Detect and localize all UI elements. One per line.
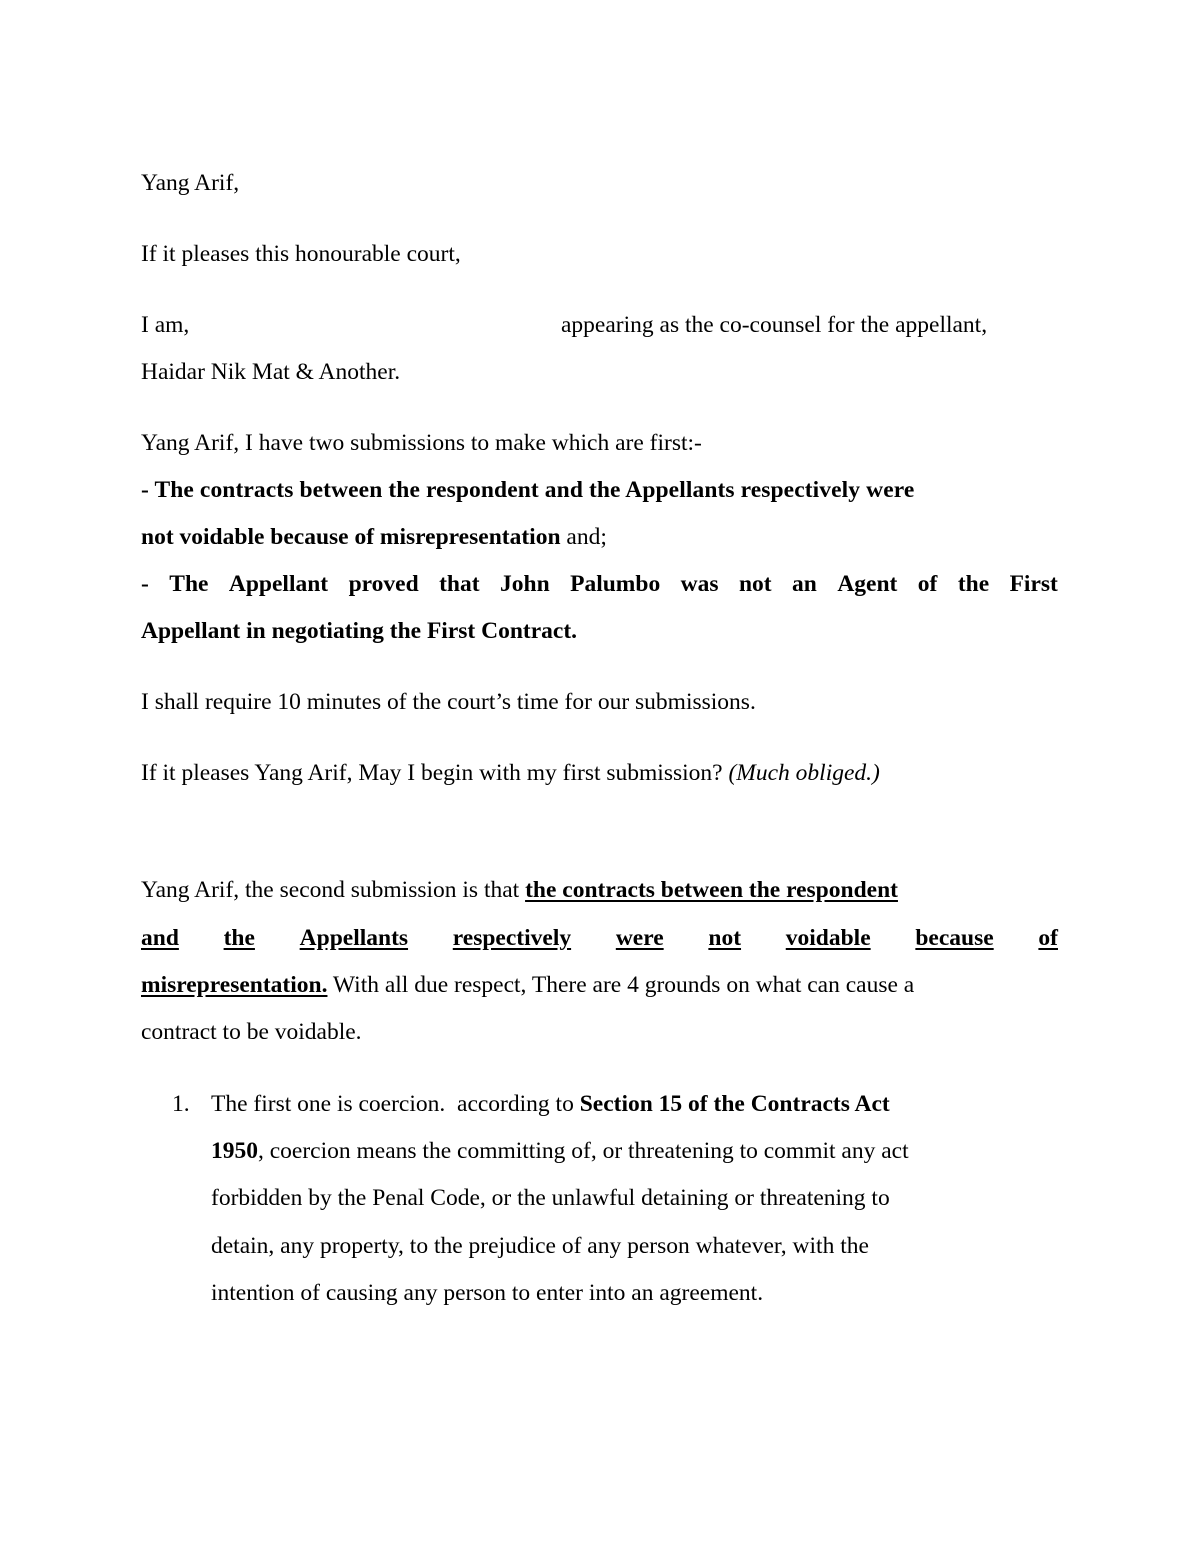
submission-point-2-word: Palumbo bbox=[570, 571, 661, 597]
ground-1-line5: intention of causing any person to enter into an agreement. bbox=[211, 1280, 764, 1306]
ground-1-line4: detain, any property, to the prejudice of any person whatever, with the bbox=[211, 1233, 869, 1259]
second-submission-line4: contract to be voidable. bbox=[141, 1019, 362, 1045]
salutation: Yang Arif, bbox=[141, 170, 240, 196]
second-submission-word: and bbox=[141, 925, 179, 951]
submission-point-2-word: proved bbox=[348, 571, 419, 597]
ground-1-line1 bbox=[211, 1091, 890, 1118]
submission-point-2-word: Appellant bbox=[228, 571, 329, 597]
begin-request-italic: (Much obliged.) bbox=[728, 760, 880, 786]
submission-point-2-word: an bbox=[792, 571, 817, 597]
intro-i-am: I am, bbox=[141, 312, 190, 338]
second-submission-misrep: misrepresentation. bbox=[141, 972, 328, 998]
submission-point-1-line2 bbox=[141, 524, 607, 551]
time-request: I shall require 10 minutes of the court’s time for our submissions. bbox=[141, 689, 756, 715]
begin-request-text: If it pleases Yang Arif, May I begin with my first submission? bbox=[141, 760, 729, 786]
submission-point-2-word: of bbox=[917, 571, 938, 597]
second-submission-word: were bbox=[615, 925, 664, 951]
second-submission-word: Appellants bbox=[299, 925, 409, 951]
ground-1-number: 1. bbox=[172, 1091, 190, 1117]
second-submission-word: the bbox=[223, 925, 255, 951]
second-submission-line3 bbox=[141, 972, 914, 999]
second-submission-word: respectively bbox=[452, 925, 572, 951]
intro-parties: Haidar Nik Mat & Another. bbox=[141, 359, 401, 385]
second-submission-word: not bbox=[708, 925, 742, 951]
submission-point-2-line2: Appellant in negotiating the First Contract. bbox=[141, 618, 578, 644]
ground-1-line2 bbox=[211, 1138, 909, 1165]
submission-point-2-word: not bbox=[738, 571, 772, 597]
second-submission-word: voidable bbox=[785, 925, 871, 951]
opening-line: If it pleases this honourable court, bbox=[141, 241, 461, 267]
submission-point-2-word: The bbox=[169, 571, 209, 597]
ground-1-line1-plain: The first one is coercion. according to bbox=[211, 1091, 580, 1117]
second-submission-bold: the contracts between the respondent bbox=[525, 877, 898, 903]
ground-1-line3: forbidden by the Penal Code, or the unlawful detaining or threatening to bbox=[211, 1185, 890, 1211]
ground-1-line1-bold: Section 15 of the Contracts Act bbox=[579, 1091, 890, 1117]
second-submission-plain: Yang Arif, the second submission is that bbox=[141, 877, 526, 903]
submissions-intro: Yang Arif, I have two submissions to make which are first:- bbox=[141, 430, 702, 456]
submission-point-2-line1 bbox=[141, 571, 1058, 598]
begin-request bbox=[141, 760, 880, 787]
second-submission-word: because bbox=[915, 925, 994, 951]
second-submission-line1 bbox=[141, 877, 898, 904]
submission-point-1-bold: not voidable because of misrepresentation bbox=[141, 524, 561, 550]
second-submission-line3-tail: With all due respect, There are 4 grounds on what can cause a bbox=[327, 972, 915, 998]
submission-point-2-word: First bbox=[1009, 571, 1058, 597]
submission-point-2-dash: - bbox=[141, 571, 149, 597]
submission-point-1-tail: and; bbox=[560, 524, 607, 550]
ground-1-line2-tail: , coercion means the committing of, or threatening to commit any act bbox=[258, 1138, 909, 1164]
submission-point-1-line1: - The contracts between the respondent and the Appellants respectively were bbox=[141, 477, 915, 503]
submission-point-2-word: the bbox=[957, 571, 990, 597]
second-submission-line2 bbox=[141, 925, 1058, 952]
submission-point-2-word: that bbox=[439, 571, 480, 597]
ground-1-line2-bold: 1950 bbox=[211, 1138, 258, 1164]
submission-point-2-word: Agent bbox=[837, 571, 898, 597]
submission-point-2-word: John bbox=[500, 571, 550, 597]
intro-appearing: appearing as the co-counsel for the appellant, bbox=[561, 312, 988, 338]
second-submission-word: of bbox=[1038, 925, 1058, 951]
submission-point-2-word: was bbox=[680, 571, 719, 597]
